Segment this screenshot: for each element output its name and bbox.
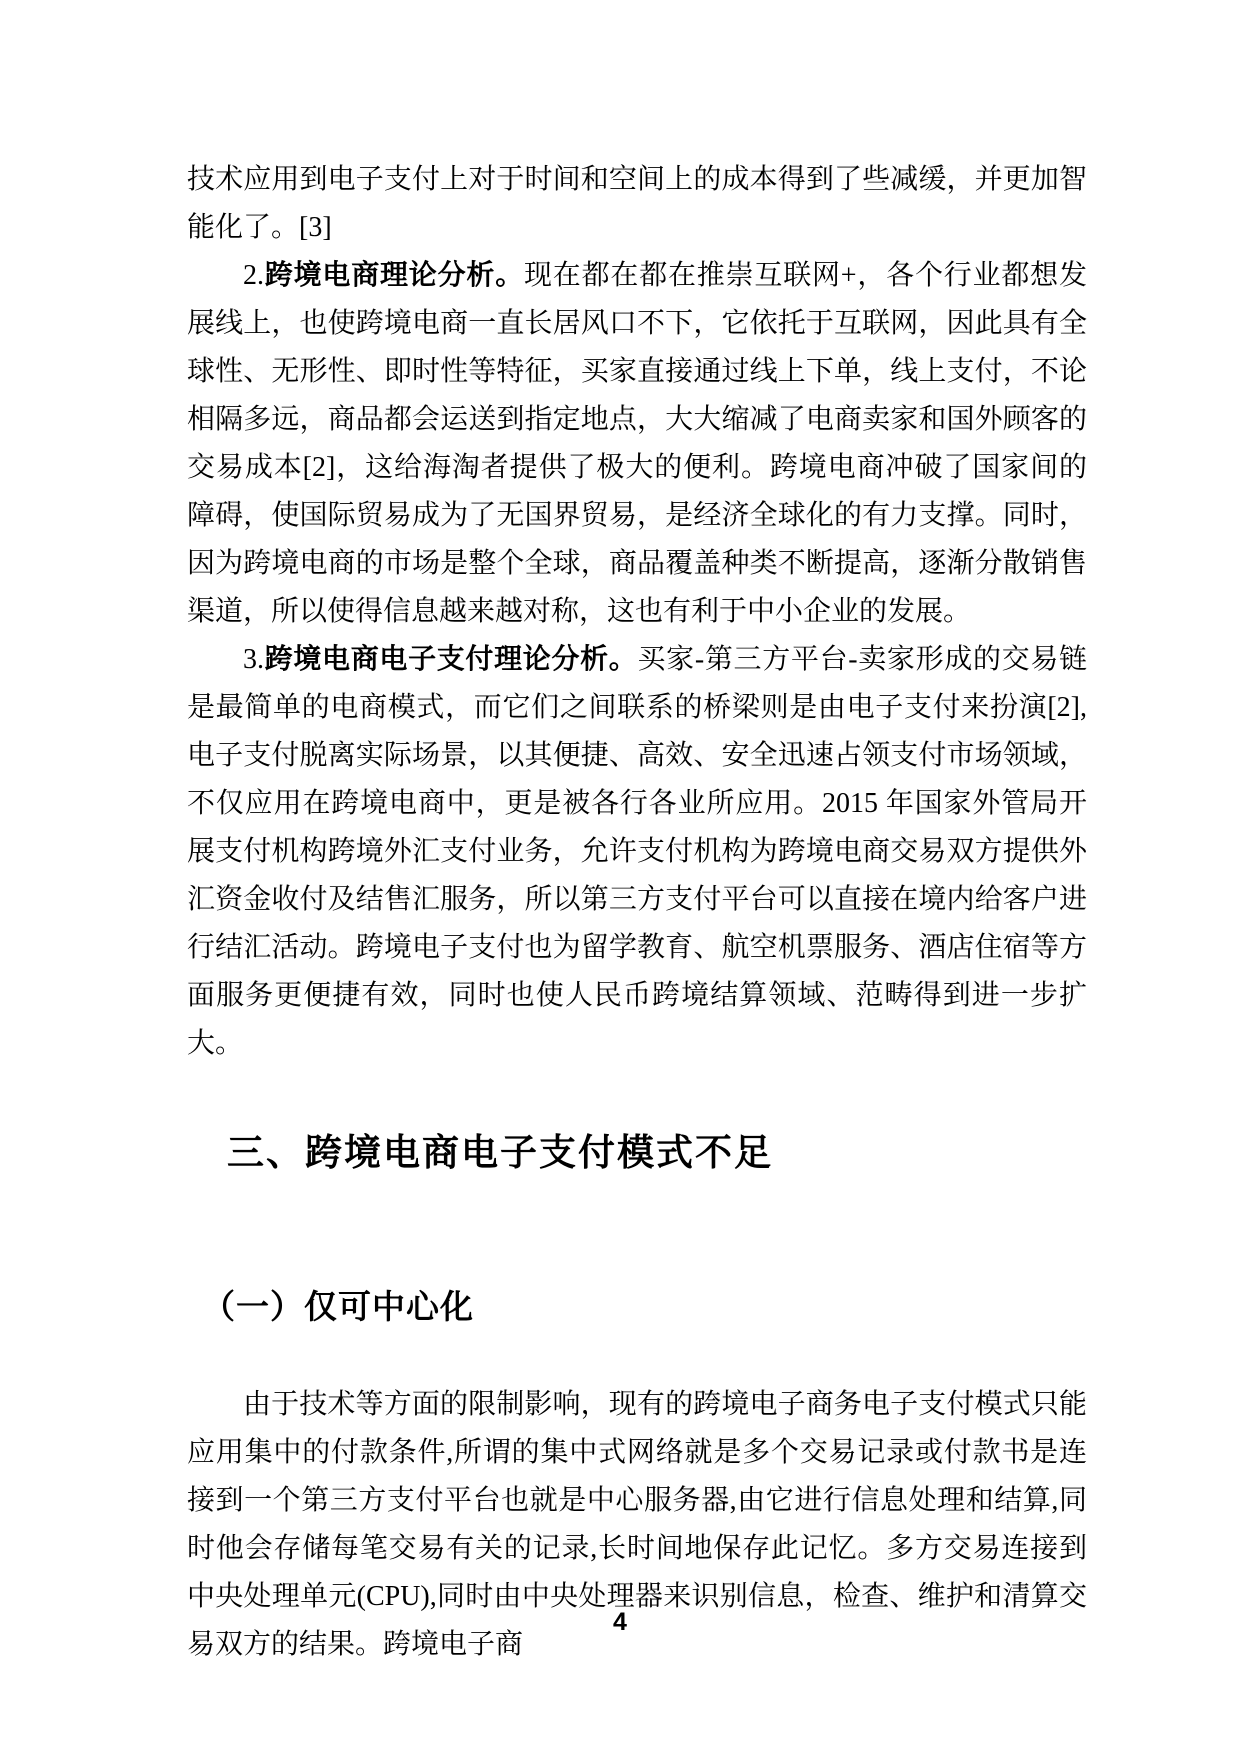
text-run: 买家-第三方平台-卖家形成的交易链是最简单的电商模式，而它们之间联系的桥梁则是由电子支付来扮演[2],电子支付脱离实际场景，以其便捷、高效、安全迅速占领支付市场领域，不仅应用在跨境电商中，更是被各行各业所应用。2015 年国家外管局开展支付机构跨境外汇支付业务，允许支付机构为跨境电商交易双方提供外汇资金收付及结售汇服务，所以第三方支付平台可以直接在境内给客户进行结汇活动。跨境电子支付也为留学教育、航空机票服务、酒店住宿等方面服务更便捷有效，同时也使人民币跨境结算领域、范畴得到进一步扩大。 xyxy=(187,644,1087,1059)
bold-text-run: 跨境电商理论分析。 xyxy=(264,260,524,291)
body-text-section-theory xyxy=(187,156,1087,1068)
page-number: 4 xyxy=(613,1608,627,1636)
bold-text-run: 跨境电商电子支付理论分析。 xyxy=(264,644,638,675)
section-heading: 三、跨境电商电子支付模式不足 xyxy=(227,1132,773,1173)
paragraph xyxy=(187,636,1087,1068)
page-content xyxy=(187,156,1087,1669)
text-run: 3. xyxy=(243,644,264,675)
text-run: 由于技术等方面的限制影响，现有的跨境电子商务电子支付模式只能应用集中的付款条件,所谓的集中式网络就是多个交易记录或付款书是连接到一个第三方支付平台也就是中心服务器,由它进行信息处理和结算,同时他会存储每笔交易有关的记录,长时间地保存此记忆。多方交易连接到中央处理单元(CPU),同时由中央处理器来识别信息，检查、维护和清算交易双方的结果。跨境电子商 xyxy=(187,1389,1087,1660)
text-run: 技术应用到电子支付上对于时间和空间上的成本得到了些减缓，并更加智能化了。[3] xyxy=(187,164,1087,243)
text-run: 现在都在都在推崇互联网+，各个行业都想发展线上，也使跨境电商一直长居风口不下，它依托于互联网，因此具有全球性、无形性、即时性等特征，买家直接通过线上下单，线上支付，不论相隔多远，商品都会运送到指定地点，大大缩减了电商卖家和国外顾客的交易成本[2]，这给海淘者提供了极大的便利。跨境电商冲破了国家间的障碍，使国际贸易成为了无国界贸易，是经济全球化的有力支撑。同时，因为跨境电商的市场是整个全球，商品覆盖种类不断提高，逐渐分散销售渠道，所以使得信息越来越对称，这也有利于中小企业的发展。 xyxy=(187,260,1087,627)
paragraph xyxy=(187,156,1087,252)
text-run: 2. xyxy=(243,260,264,291)
paragraph xyxy=(187,252,1087,636)
subsection-heading: （一）仅可中心化 xyxy=(202,1288,474,1325)
